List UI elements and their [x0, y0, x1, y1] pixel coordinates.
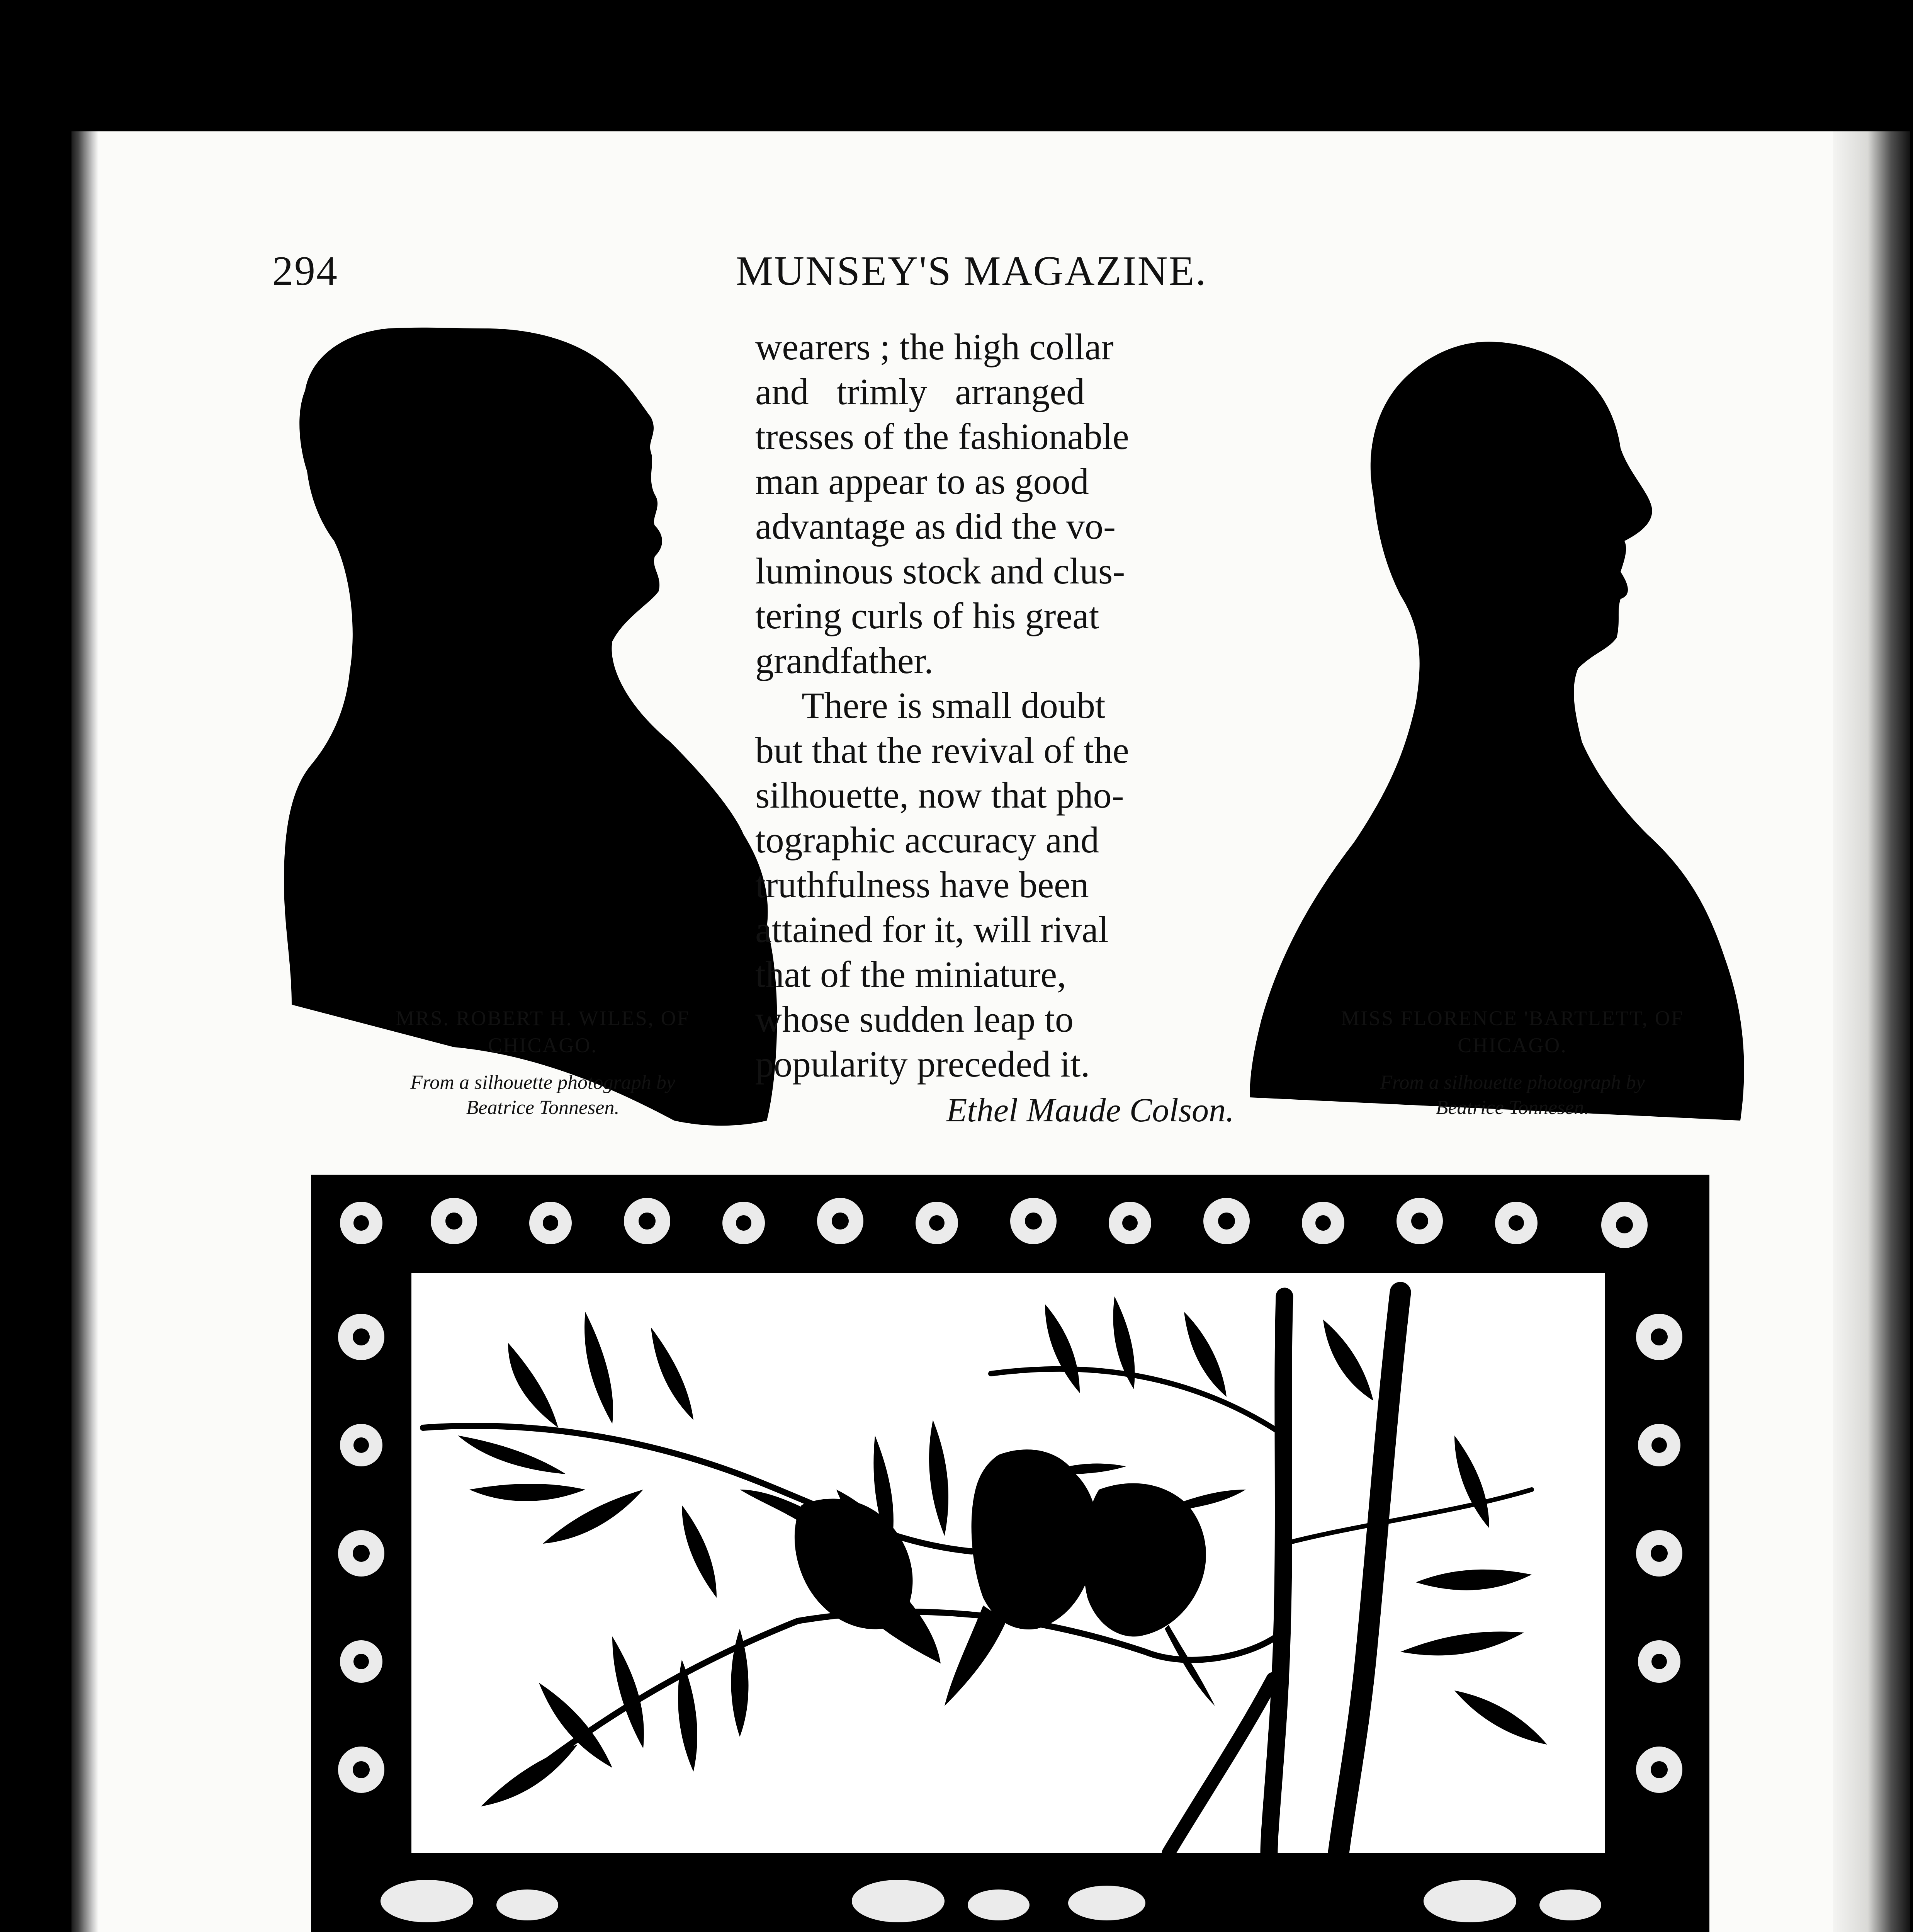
article-line: man appear to as good	[755, 461, 1089, 502]
right-credit-line2: Beatrice Tonnesen.	[1436, 1097, 1589, 1119]
article-author: Ethel Maude Colson.	[946, 1092, 1234, 1129]
article-line: There is small doubt	[802, 685, 1106, 726]
article-line: luminous stock and clus-	[755, 550, 1125, 592]
book-gutter	[71, 131, 99, 1932]
left-credit-line1: From a silhouette photograph by	[410, 1071, 675, 1094]
article-line: tering curls of his great	[755, 595, 1099, 636]
right-caption-line1: MISS FLORENCE 'BARTLETT, OF	[1341, 1007, 1684, 1030]
article-line: that of the miniature,	[755, 954, 1067, 995]
article-line: advantage as did the vo-	[755, 505, 1116, 547]
article-line: whose sudden leap to	[755, 998, 1074, 1040]
running-title: MUNSEY'S MAGAZINE.	[736, 248, 1207, 294]
article-line: and trimly arranged	[755, 371, 1085, 412]
decorative-bird-illustration	[311, 1175, 1709, 1932]
page-number: 294	[272, 248, 338, 294]
article-line: but that the revival of the	[755, 730, 1129, 771]
right-caption-line2: CHICAGO.	[1458, 1034, 1567, 1057]
illustration-panel	[411, 1273, 1605, 1853]
article-line: tographic accuracy and	[755, 819, 1099, 861]
article-text	[755, 325, 1234, 1133]
article-line: tresses of the fashionable	[755, 416, 1129, 457]
article-line: grandfather.	[755, 640, 934, 681]
left-caption-line1: MRS. ROBERT H. WILES, OF	[396, 1007, 690, 1030]
article-line: popularity preceded it.	[755, 1043, 1090, 1085]
magazine-page	[71, 131, 1833, 1932]
article-line: attained for it, will rival	[755, 909, 1109, 950]
article-line: silhouette, now that pho-	[755, 774, 1124, 816]
next-page-edge	[1833, 131, 1910, 1932]
left-credit-line2: Beatrice Tonnesen.	[466, 1097, 620, 1119]
article-line: truthfulness have been	[755, 864, 1089, 905]
left-caption-line2: CHICAGO.	[488, 1034, 598, 1057]
right-credit-line1: From a silhouette photograph by	[1380, 1071, 1645, 1094]
article-line: wearers ; the high collar	[755, 326, 1114, 367]
birds-and-bamboo	[411, 1273, 1605, 1853]
